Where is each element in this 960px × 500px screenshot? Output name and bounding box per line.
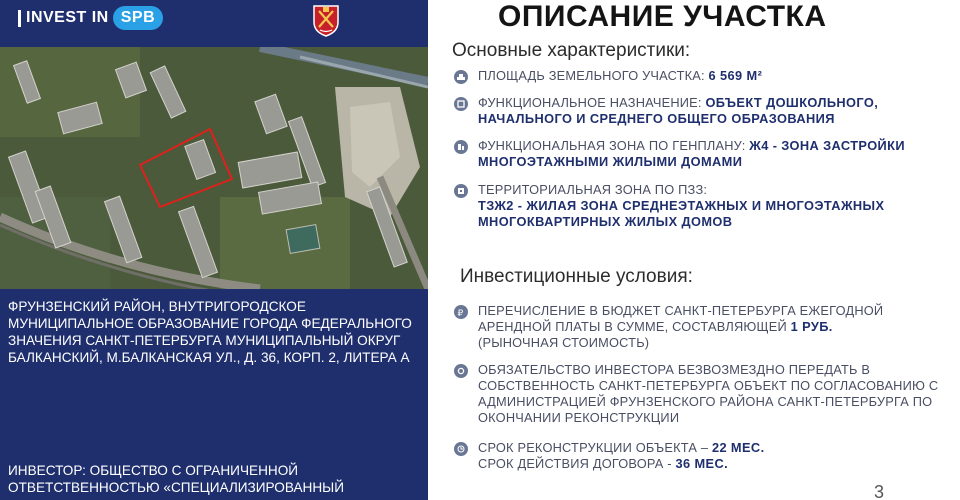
investment-item-obligation: ОБЯЗАТЕЛЬСТВО ИНВЕСТОРА БЕЗВОЗМЕЗДНО ПЕРЕДАТЬ В СОБСТВЕННОСТЬ САНКТ-ПЕТЕРБУРГА ОБЪЕКТ ПО СОГЛАСОВАНИЮ С АДМИНИСТРАЦИЕЙ ФРУНЗЕНСКОГО РАЙОНА САНКТ-ПЕТЕРБУРГА ПО ОКОНЧАНИИ РЕКОНСТРУКЦИИ [454, 362, 954, 426]
top-bar [0, 0, 428, 47]
coat-of-arms-icon [308, 2, 344, 38]
purpose-icon [454, 97, 468, 111]
logo-spb-text: SPB [113, 6, 163, 30]
territory-icon [454, 184, 468, 198]
site-address: ФРУНЗЕНСКИЙ РАЙОН, ВНУТРИГОРОДСКОЕ МУНИЦИПАЛЬНОЕ ОБРАЗОВАНИЕ ГОРОДА ФЕДЕРАЛЬНОГО ЗНАЧЕНИЯ САНКТ-ПЕТЕРБУРГА МУНИЦИПАЛЬНЫЙ ОКРУГ БАЛКАНСКИЙ, М.БАЛКАНСКАЯ УЛ., Д. 36, КОРП. 2, ЛИТЕРА А [8, 299, 412, 365]
page-number: 3 [874, 482, 885, 500]
characteristic-item-territory: ТЕРРИТОРИАЛЬНАЯ ЗОНА ПО ПЗЗ: ТЗЖ2 - ЖИЛАЯ ЗОНА СРЕДНЕЭТАЖНЫХ И МНОГОЭТАЖНЫХ МНОГОКВАРТИРНЫХ ЖИЛЫХ ДОМОВ [454, 182, 954, 230]
page-title: ОПИСАНИЕ УЧАСТКА [498, 0, 827, 33]
area-icon [454, 70, 468, 84]
satellite-image [0, 47, 428, 289]
zone-icon [454, 140, 468, 154]
characteristic-item-zone: ФУНКЦИОНАЛЬНАЯ ЗОНА ПО ГЕНПЛАНУ: Ж4 - ЗОНА ЗАСТРОЙКИ МНОГОЭТАЖНЫМИ ЖИЛЫМИ ДОМАМИ [454, 138, 954, 170]
investment-heading: Инвестиционные условия: [460, 266, 693, 287]
logo-invest-text: INVEST IN [26, 9, 109, 26]
left-panel [0, 0, 428, 500]
investor-text: ИНВЕСТОР: ОБЩЕСТВО С ОГРАНИЧЕННОЙ ОТВЕТСТВЕННОСТЬЮ «СПЕЦИАЛИЗИРОВАННЫЙ [8, 463, 344, 495]
ruble-icon [454, 305, 468, 319]
investment-item-timing: СРОК РЕКОНСТРУКЦИИ ОБЪЕКТА – 22 МЕС. СРОК ДЕЙСТВИЯ ДОГОВОРА - 36 МЕС. [454, 440, 954, 472]
characteristic-item-area: ПЛОЩАДЬ ЗЕМЕЛЬНОГО УЧАСТКА: 6 569 М² [454, 68, 954, 84]
obligation-icon [454, 364, 468, 378]
characteristics-heading: Основные характеристики: [452, 40, 691, 61]
aerial-map [0, 47, 428, 289]
characteristic-item-purpose: ФУНКЦИОНАЛЬНОЕ НАЗНАЧЕНИЕ: ОБЪЕКТ ДОШКОЛЬНОГО, НАЧАЛЬНОГО И СРЕДНЕГО ОБЩЕГО ОБРАЗОВАНИЯ [454, 95, 954, 127]
svg-text:₽: ₽ [457, 308, 464, 317]
investment-item-rent: ₽ ПЕРЕЧИСЛЕНИЕ В БЮДЖЕТ САНКТ-ПЕТЕРБУРГА ЕЖЕГОДНОЙ АРЕНДНОЙ ПЛАТЫ В СУММЕ, СОСТАВЛЯЮЩЕЙ 1 РУБ. (РЫНОЧНАЯ СТОИМОСТЬ) [454, 303, 954, 351]
clock-icon [454, 442, 468, 456]
invest-in-spb-logo [18, 4, 163, 32]
